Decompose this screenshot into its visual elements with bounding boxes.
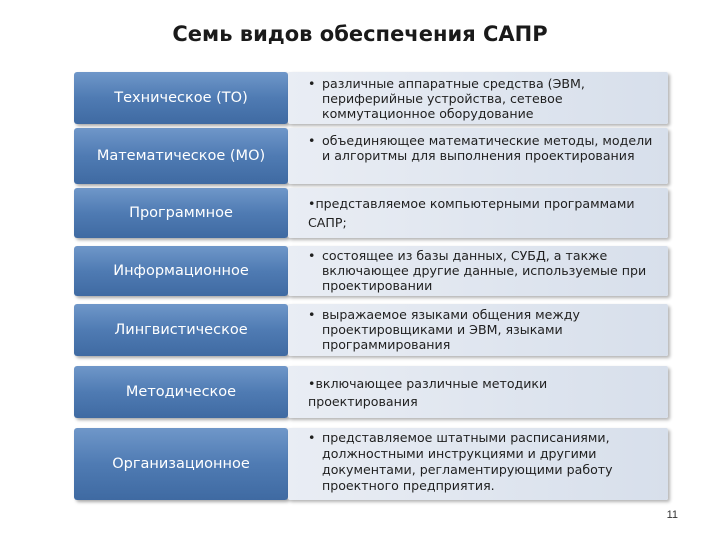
bullet-icon: • (308, 133, 316, 148)
category-technical (74, 72, 288, 124)
category-label: Техническое (ТО) (114, 90, 248, 106)
bullet-icon: • (308, 248, 316, 263)
category-label: Программное (129, 205, 233, 221)
description-text: различные аппаратные средства (ЭВМ, периферийные устройства, сетевое коммутационное оборудование (322, 76, 585, 121)
category-methodical (74, 366, 288, 418)
description-linguistic (288, 304, 668, 356)
description-technical (288, 72, 668, 124)
category-label: Лингвистическое (114, 322, 248, 338)
description-text: объединяющее математические методы, модели и алгоритмы для выполнения проектирования (322, 133, 653, 163)
page-number: 11 (666, 509, 678, 521)
description-text: представляемое компьютерными программами САПР; (308, 196, 635, 230)
bullet-icon: • (308, 307, 316, 322)
bullet-icon: • (308, 430, 316, 445)
category-label: Математическое (МО) (96, 148, 266, 164)
bullet-icon: • (308, 196, 316, 211)
description-mathematical (288, 128, 668, 184)
description-organizational (288, 428, 668, 500)
category-mathematical (74, 128, 288, 184)
category-linguistic (74, 304, 288, 356)
category-label: Методическое (125, 384, 237, 400)
description-text: включающее различные методики проектирования (308, 376, 548, 409)
description-text: представляемое штатными расписаниями, должностными инструкциями и другими документами, регламентирующими работу проектного предприятия. (322, 430, 613, 493)
category-informational (74, 246, 288, 296)
bullet-icon: • (308, 376, 316, 391)
bullet-icon: • (308, 76, 316, 91)
description-informational (288, 246, 668, 296)
description-methodical (288, 366, 668, 418)
category-label: Организационное (112, 456, 250, 472)
category-label: Информационное (113, 263, 249, 279)
slide-title: Семь видов обеспечения САПР (172, 22, 548, 46)
category-software (74, 188, 288, 238)
description-text: выражаемое языками общения между проектировщиками и ЭВМ, языками программирования (322, 307, 580, 352)
description-text: состоящее из базы данных, СУБД, а также включающее другие данные, используемые при проектировании (322, 248, 647, 293)
description-software (288, 188, 668, 238)
category-organizational (74, 428, 288, 500)
